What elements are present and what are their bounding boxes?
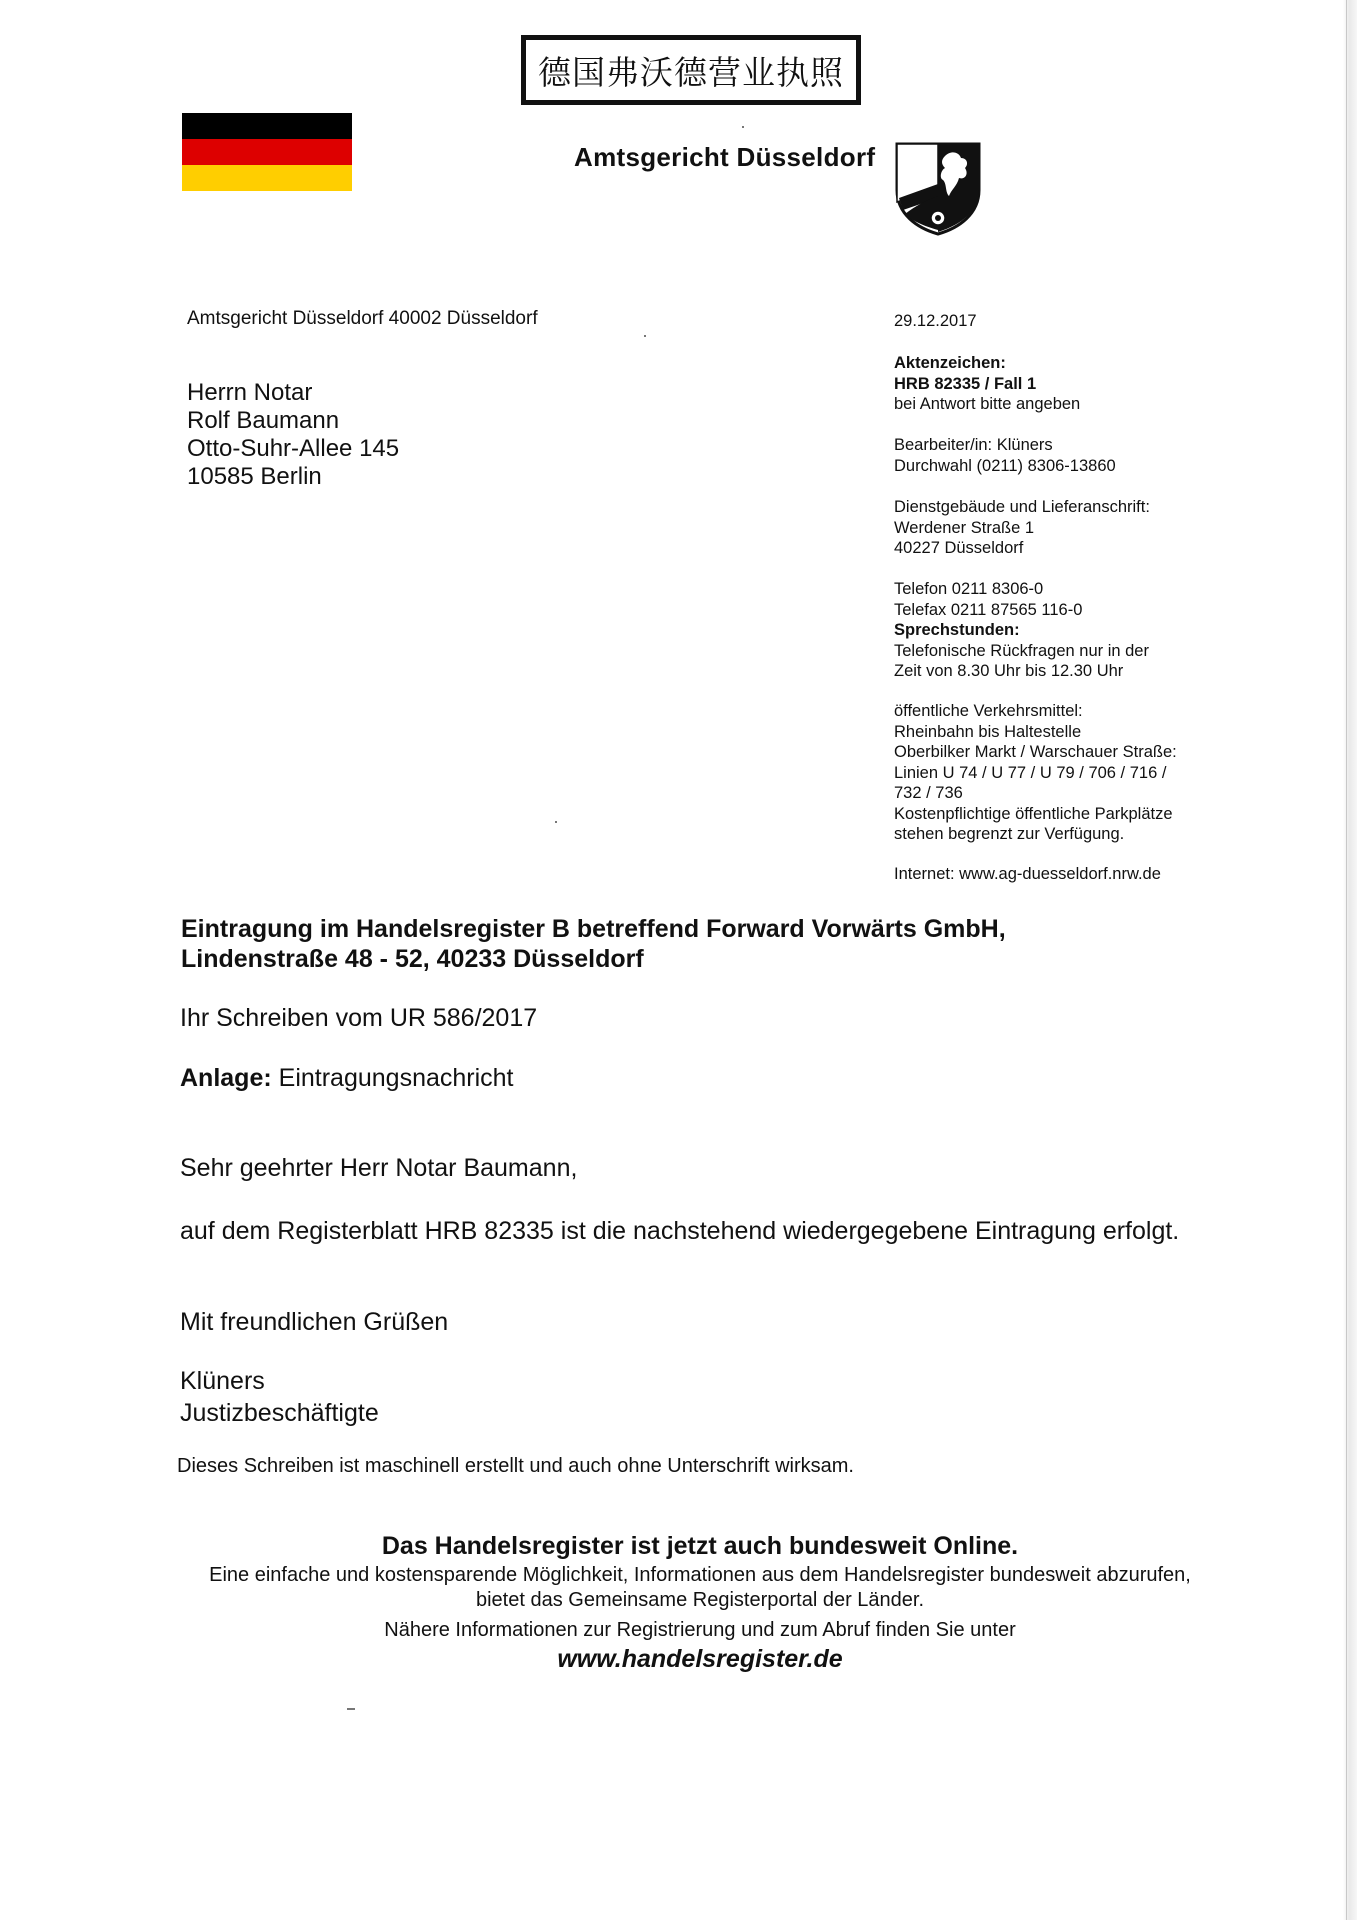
recipient-line: Rolf Baumann [187, 407, 340, 434]
aktenzeichen-note: bei Antwort bitte angeben [894, 395, 1081, 413]
aktenzeichen-label: Aktenzeichen: [894, 354, 1006, 372]
chinese-title: 德国弗沃德营业执照 [538, 52, 844, 92]
letter-date: 29.12.2017 [894, 312, 977, 330]
sprechstunden-label: Sprechstunden: [894, 621, 1020, 639]
city: 40227 Düsseldorf [894, 539, 1024, 557]
footer-headline: Das Handelsregister ist jetzt auch bundesweit Online. [381, 1532, 1019, 1560]
footer-url: www.handelsregister.de [557, 1645, 843, 1673]
sprechstunden-line: Zeit von 8.30 Uhr bis 12.30 Uhr [894, 662, 1124, 680]
footer-line: Nähere Informationen zur Registrierung und zum Abruf finden Sie unter [384, 1619, 1016, 1641]
oev-line: Oberbilker Markt / Warschauer Straße: [894, 743, 1177, 761]
street: Werdener Straße 1 [894, 518, 1035, 537]
footer-line: Eine einfache und kostensparende Möglichkeit, Informationen aus dem Handelsregister bundesweit abzurufen, [209, 1564, 1191, 1586]
sprechstunden-line: Telefonische Rückfragen nur in der [894, 641, 1149, 660]
aktenzeichen-block [894, 353, 1080, 415]
recipient-address [187, 379, 399, 491]
anlage-line [180, 1064, 514, 1093]
recipient-line: 10585 Berlin [187, 463, 322, 490]
scan-line [1346, 0, 1347, 1920]
anlage-value: Eintragungsnachricht [278, 1064, 514, 1092]
transport-block [894, 701, 1177, 845]
signer-name: Klüners [180, 1367, 265, 1395]
flag-stripe-red [182, 139, 352, 165]
recipient-line: Herrn Notar [187, 379, 313, 406]
nrw-coat-of-arms-icon [893, 140, 983, 236]
signer-title: Justizbeschäftigte [180, 1399, 379, 1427]
telefon: Telefon 0211 8306-0 [894, 580, 1044, 598]
oev-line: Linien U 74 / U 77 / U 79 / 706 / 716 / [894, 763, 1167, 782]
scan-speck [555, 821, 557, 823]
parking-line: stehen begrenzt zur Verfügung. [894, 825, 1125, 843]
durchwahl: Durchwahl (0211) 8306-13860 [894, 456, 1116, 475]
recipient-line: Otto-Suhr-Allee 145 [187, 435, 400, 462]
body-paragraph: auf dem Registerblatt HRB 82335 ist die nachstehend wiedergegebene Eintragung erfolgt. [180, 1217, 1180, 1245]
court-name: Amtsgericht Düsseldorf [574, 142, 876, 172]
german-flag-icon [182, 113, 352, 191]
sender-line: Amtsgericht Düsseldorf 40002 Düsseldorf [187, 308, 538, 329]
flag-stripe-gold [182, 165, 352, 191]
bearbeiter: Bearbeiter/in: Klüners [894, 436, 1053, 454]
reference-line: Ihr Schreiben vom UR 586/2017 [180, 1004, 538, 1032]
contact-block [894, 579, 1149, 682]
anlage-label: Anlage: [180, 1064, 272, 1092]
salutation: Sehr geehrter Herr Notar Baumann, [180, 1154, 578, 1182]
subject-line: Eintragung im Handelsregister B betreffend Forward Vorwärts GmbH, [181, 915, 1006, 943]
flag-stripe-black [182, 113, 352, 139]
oev-line: Rheinbahn bis Haltestelle [894, 722, 1082, 741]
machine-note: Dieses Schreiben ist maschinell erstellt und auch ohne Unterschrift wirksam. [177, 1455, 854, 1477]
dienstgebaeude-block [894, 497, 1150, 559]
scan-speck [644, 335, 646, 337]
closing: Mit freundlichen Grüßen [180, 1308, 449, 1336]
footer-line: bietet das Gemeinsame Registerportal der Länder. [475, 1589, 925, 1611]
aktenzeichen-value: HRB 82335 / Fall 1 [894, 374, 1037, 393]
parking-line: Kostenpflichtige öffentliche Parkplätze [894, 804, 1173, 823]
dienstgebaeude-label: Dienstgebäude und Lieferanschrift: [894, 498, 1150, 516]
telefax: Telefax 0211 87565 116-0 [894, 600, 1083, 619]
oev-line: 732 / 736 [894, 784, 963, 802]
oev-label: öffentliche Verkehrsmittel: [894, 702, 1083, 720]
scan-speck [347, 1708, 355, 1710]
internet-link: Internet: www.ag-duesseldorf.nrw.de [894, 865, 1161, 883]
subject-line: Lindenstraße 48 - 52, 40233 Düsseldorf [181, 945, 644, 973]
bearbeiter-block [894, 435, 1116, 476]
scan-speck [742, 126, 744, 128]
chinese-title-box [521, 35, 861, 105]
subject [181, 914, 1006, 974]
